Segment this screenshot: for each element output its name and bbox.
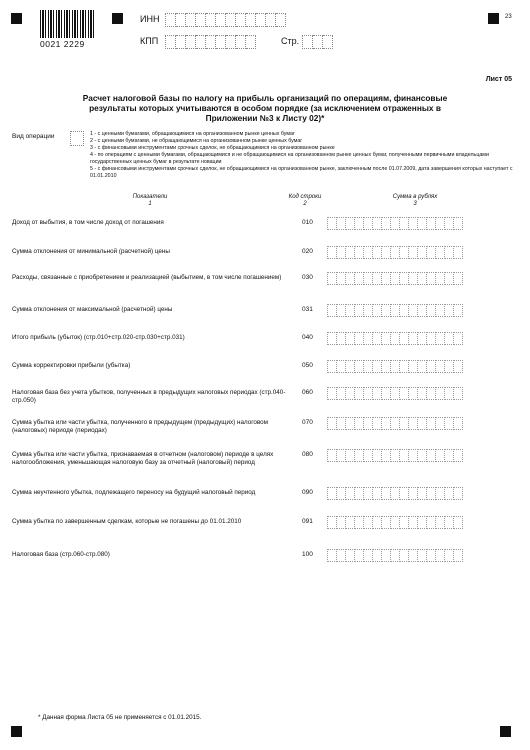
operation-option: 4 - по операциям с ценными бумагами, обращающимися и не обращающимися на организованном рынке ценных бумаг, полученными первичными владельцами государственных ценных бумаг в результате новации [90, 152, 489, 165]
row-label: Сумма отклонения от минимальной (расчетной) цены [12, 248, 170, 255]
col-header-code: Код строки 2 [288, 194, 322, 207]
row-amount-field[interactable] [327, 304, 463, 317]
row-amount-field[interactable] [327, 217, 463, 230]
row-label: Сумма убытка по завершенным сделкам, которые не погашены до 01.01.2010 [12, 518, 242, 525]
sheet-label: Лист 05 [485, 76, 512, 83]
operation-code-field[interactable] [70, 131, 84, 146]
row-amount-field[interactable] [327, 549, 463, 562]
page-number: 23 [505, 14, 512, 20]
row-label: Сумма убытка или части убытка, полученного в предыдущем (предыдущих) налоговом (налоговых) периоде (периодах) [12, 419, 268, 434]
row-label: Доход от выбытия, в том числе доход от погашения [12, 219, 164, 226]
row-amount-field[interactable] [327, 516, 463, 529]
page-field[interactable] [302, 35, 333, 47]
page-label: Стр. [281, 36, 300, 46]
operation-option: 3 - с финансовыми инструментами срочных сделок, не обращающимися на организованном рынке [90, 145, 335, 151]
row-code: 020 [302, 248, 313, 255]
row-label: Налоговая база без учета убытков, полученных в предыдущих налоговых периодах (стр.040-стр.050) [12, 389, 286, 404]
row-label: Расходы, связанные с приобретением и реализацией (выбытием, в том числе погашением) [12, 274, 282, 281]
form-title: Расчет налоговой базы по налогу на прибыль организаций по операциям, финансовые результаты которых учитываются в особом порядке (за исключением отраженных в Приложении №3 к Листу 02)* [82, 93, 448, 123]
row-label: Итого прибыль (убыток) (стр.010+стр.020-стр.030+стр.031) [12, 334, 185, 341]
row-label: Сумма убытка или части убытка, признаваемая в отчетном (налоговом) периоде в целях налогообложения, уменьшающая налоговую базу за отчетный (налоговый) период [12, 451, 274, 466]
row-amount-field[interactable] [327, 246, 463, 259]
row-amount-field[interactable] [327, 417, 463, 430]
row-amount-field[interactable] [327, 487, 463, 500]
row-code: 050 [302, 362, 313, 369]
operation-options [90, 131, 530, 180]
row-label: Налоговая база (стр.060-стр.080) [12, 551, 110, 558]
inn-field[interactable] [165, 13, 286, 25]
row-code: 030 [302, 274, 313, 281]
inn-label: ИНН [140, 14, 160, 24]
row-code: 010 [302, 219, 313, 226]
row-code: 100 [302, 551, 313, 558]
row-amount-field[interactable] [327, 360, 463, 373]
col-header-indicators: Показатели 1 [132, 194, 168, 207]
row-code: 040 [302, 334, 313, 341]
kpp-label: КПП [140, 36, 159, 46]
row-amount-field[interactable] [327, 387, 463, 400]
row-code: 080 [302, 451, 313, 458]
row-code: 091 [302, 518, 313, 525]
kpp-field[interactable] [165, 35, 256, 47]
row-code: 031 [302, 306, 313, 313]
row-amount-field[interactable] [327, 332, 463, 345]
row-code: 060 [302, 389, 313, 396]
col-header-sum: Сумма в рублях 3 [392, 194, 438, 207]
corner-marker-top-left [11, 13, 22, 24]
row-code: 070 [302, 419, 313, 426]
corner-marker-top-mid [112, 13, 123, 24]
operation-option: 2 - с ценными бумагами, не обращающимися на организованном рынке ценных бумаг [90, 138, 303, 144]
corner-marker-top-right [488, 13, 499, 24]
row-label: Сумма отклонения от максимальной (расчетной) цены [12, 306, 173, 313]
row-label: Сумма корректировки прибыли (убытка) [12, 362, 131, 369]
footnote: * Данная форма Листа 05 не применяется с 01.01.2015. [38, 714, 202, 721]
barcode [40, 10, 96, 38]
barcode-number: 0021 2229 [40, 39, 85, 49]
corner-marker-bottom-left [11, 726, 22, 737]
operation-option: 5 - с финансовыми инструментами срочных сделок, не обращающимися на организованном рынке, заключенным после 01.07.2009, дата завершения которых наступает с 01.01.2010 [90, 166, 513, 179]
row-code: 090 [302, 489, 313, 496]
corner-marker-bottom-right [500, 726, 511, 737]
operation-option: 1 - с ценными бумагами, обращающимися на организованном рынке ценных бумаг [90, 131, 295, 137]
row-label: Сумма неучтенного убытка, подлежащего переносу на будущий налоговый период [12, 489, 256, 496]
row-amount-field[interactable] [327, 449, 463, 462]
row-amount-field[interactable] [327, 272, 463, 285]
operation-label: Вид операции [12, 133, 55, 140]
